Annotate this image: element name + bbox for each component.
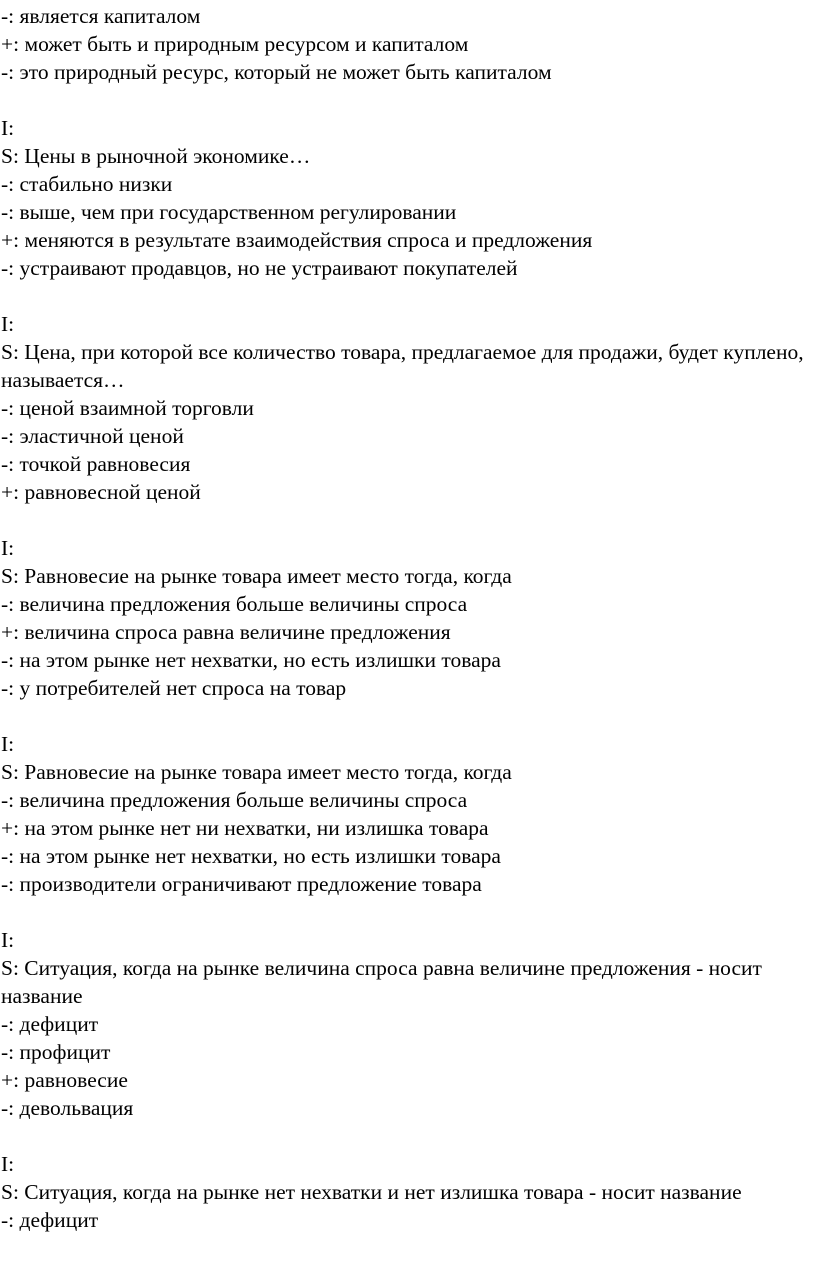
spacer (1, 86, 816, 114)
answer-option: -: это природный ресурс, который не может быть капиталом (1, 60, 552, 84)
answer-option: -: производители ограничивают предложение товара (1, 872, 482, 896)
answer-option: -: на этом рынке нет нехватки, но есть излишки товара (1, 844, 501, 868)
answer-option: -: ценой взаимной торговли (1, 396, 254, 420)
question-block-1 (1, 114, 816, 282)
answer-option: -: дефицит (1, 1208, 99, 1232)
question-block-2 (1, 310, 816, 506)
answer-option-correct: +: на этом рынке нет ни нехватки, ни излишка товара (1, 816, 489, 840)
question-block-4 (1, 730, 816, 898)
answer-option: -: на этом рынке нет нехватки, но есть излишки товара (1, 648, 501, 672)
answer-option-correct: +: величина спроса равна величине предложения (1, 620, 451, 644)
question-marker: I: (1, 928, 15, 952)
answer-option: -: точкой равновесия (1, 452, 191, 476)
answer-option: -: девольвация (1, 1096, 134, 1120)
question-marker: I: (1, 536, 15, 560)
spacer (1, 898, 816, 926)
question-marker: I: (1, 1152, 15, 1176)
question-marker: I: (1, 116, 15, 140)
question-stem: S: Ситуация, когда на рынке нет нехватки и нет излишка товара - носит название (1, 1180, 742, 1204)
intro-options (1, 2, 816, 86)
answer-option: -: является капиталом (1, 4, 201, 28)
question-block-6 (1, 1150, 816, 1234)
question-marker: I: (1, 312, 15, 336)
question-stem: S: Ситуация, когда на рынке величина спроса равна величине предложения - носит название (1, 956, 762, 1008)
answer-option-correct: +: может быть и природным ресурсом и капиталом (1, 32, 469, 56)
answer-option-correct: +: равновесие (1, 1068, 128, 1092)
answer-option: -: у потребителей нет спроса на товар (1, 676, 347, 700)
spacer (1, 702, 816, 730)
question-stem: S: Равновесие на рынке товара имеет место тогда, когда (1, 564, 512, 588)
answer-option-correct: +: равновесной ценой (1, 480, 201, 504)
answer-option: -: выше, чем при государственном регулировании (1, 200, 457, 224)
answer-option: -: дефицит (1, 1012, 99, 1036)
question-stem: S: Цена, при которой все количество товара, предлагаемое для продажи, будет куплено, называется… (1, 340, 804, 392)
answer-option: -: эластичной ценой (1, 424, 184, 448)
answer-option: -: устраивают продавцов, но не устраивают покупателей (1, 256, 518, 280)
question-stem: S: Равновесие на рынке товара имеет место тогда, когда (1, 760, 512, 784)
answer-option: -: стабильно низки (1, 172, 173, 196)
question-block-3 (1, 534, 816, 702)
question-block-5 (1, 926, 816, 1122)
spacer (1, 1122, 816, 1150)
answer-option-correct: +: меняются в результате взаимодействия спроса и предложения (1, 228, 593, 252)
question-marker: I: (1, 732, 15, 756)
answer-option: -: профицит (1, 1040, 111, 1064)
spacer (1, 506, 816, 534)
answer-option: -: величина предложения больше величины спроса (1, 592, 468, 616)
question-stem: S: Цены в рыночной экономике… (1, 144, 311, 168)
answer-option: -: величина предложения больше величины спроса (1, 788, 468, 812)
spacer (1, 282, 816, 310)
